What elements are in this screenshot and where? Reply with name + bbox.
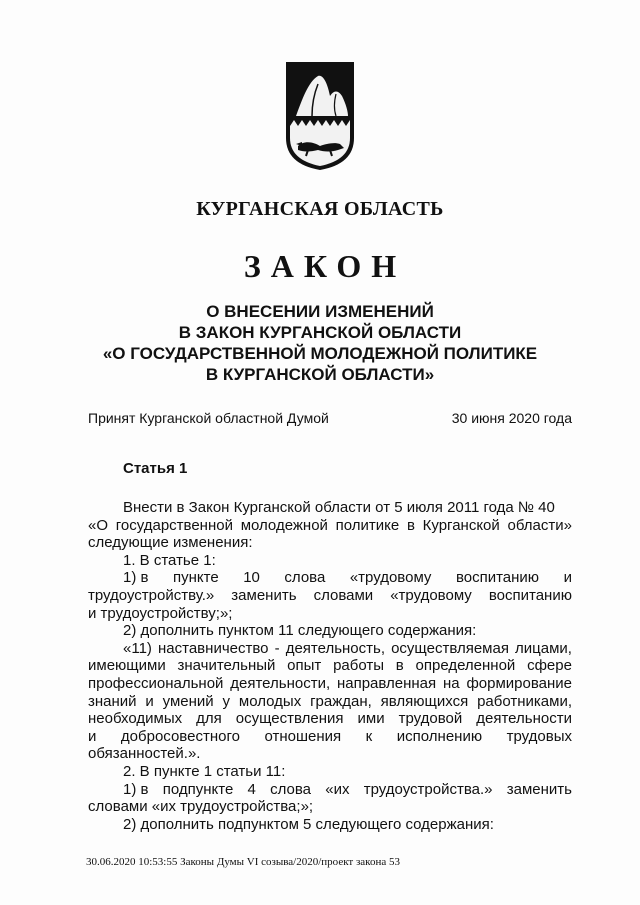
law-title-line: В ЗАКОН КУРГАНСКОЙ ОБЛАСТИ — [178, 323, 462, 342]
article-word: 10 — [243, 569, 260, 587]
article-line — [88, 781, 572, 799]
article-line — [88, 569, 572, 587]
article-word: направленная — [336, 674, 437, 692]
article-word: и трудоустройству;»; — [88, 604, 233, 622]
article-line — [88, 710, 572, 728]
article-word: трудоустройству.» — [88, 586, 215, 604]
article-word: необходимых — [88, 710, 183, 728]
article-word: работы — [333, 657, 385, 675]
article-word: воспитанию — [455, 569, 540, 587]
article-word: сфере — [527, 657, 572, 675]
article-line — [88, 763, 572, 781]
article-line — [88, 517, 572, 535]
article-word: являющихся — [380, 692, 469, 710]
article-word: слова — [270, 780, 312, 798]
article-line — [88, 552, 572, 570]
article-word: деятельности — [476, 710, 572, 728]
article-line — [88, 534, 572, 552]
article-word: области» — [507, 516, 572, 534]
article-word: определенной — [415, 657, 516, 675]
article-word: осуществления — [235, 710, 344, 728]
article-word: трудовых — [506, 727, 572, 745]
article-word: и — [88, 727, 97, 745]
article-word: «11) — [123, 639, 152, 657]
article-line — [88, 657, 572, 675]
article-word: молодых — [238, 692, 302, 710]
article-word: опыт — [287, 657, 322, 675]
article-line — [88, 605, 572, 623]
article-line — [88, 798, 572, 816]
article-word: 1) в — [123, 780, 149, 798]
article-word: осуществляемая — [391, 639, 509, 657]
article-word: 2. В пункте 1 статьи 11: — [123, 762, 286, 780]
article-word: государственной — [115, 516, 233, 534]
article-word: отношения — [264, 727, 342, 745]
kurgan-coat-of-arms-icon — [284, 60, 356, 172]
document-type: ЗАКОН — [243, 248, 407, 284]
article-word: трудоустройства.» — [363, 780, 493, 798]
article-word: добросовестного — [120, 727, 240, 745]
article-line — [88, 693, 572, 711]
article-line — [88, 728, 572, 746]
article-word: в — [406, 516, 415, 534]
article-line — [88, 816, 572, 834]
article-word: «трудовому — [390, 586, 472, 604]
article-word: наставничество — [158, 639, 269, 657]
article-word: в — [395, 657, 404, 675]
article-line — [88, 640, 572, 658]
article-line — [88, 622, 572, 640]
article-word: деятельности, — [230, 674, 331, 692]
adoption-date: 30 июня 2020 года — [451, 410, 572, 426]
law-title — [0, 301, 640, 385]
article-word: лицами, — [515, 639, 572, 657]
adoption-line — [88, 410, 572, 426]
law-title-line: О ВНЕСЕНИИ ИЗМЕНЕНИЙ — [206, 302, 434, 321]
article-line — [88, 675, 572, 693]
article-word: 2) дополнить подпунктом 5 следующего содержания: — [123, 815, 494, 833]
article-word: словами «их трудоустройства;»; — [88, 798, 314, 816]
article-word: 2) дополнить пунктом 11 следующего содержания: — [123, 622, 477, 640]
article-word: Курганской — [422, 516, 500, 534]
article-word: пункте — [173, 569, 219, 587]
article-word: подпункте — [162, 780, 234, 798]
article-word: профессиональной — [88, 674, 224, 692]
article-word: Внести в Закон Курганской области от 5 июля 2011 года № 40 — [123, 499, 555, 516]
article-word: знаний — [88, 692, 137, 710]
article-line — [88, 745, 572, 763]
article-word: политике — [335, 516, 400, 534]
article-word: 1) в — [123, 569, 149, 587]
article-word: заменить — [231, 586, 297, 604]
article-word: обязанностей.». — [88, 745, 201, 763]
article-word: работниками, — [477, 692, 572, 710]
article-line — [88, 499, 572, 517]
article-word: формирование — [466, 674, 572, 692]
article-word: 4 — [247, 780, 256, 798]
article-word: следующие изменения: — [88, 534, 253, 552]
article-word: - — [274, 639, 280, 657]
law-title-line: В КУРГАНСКОЙ ОБЛАСТИ» — [205, 365, 435, 384]
article-word: «их — [325, 780, 350, 798]
article-word: умений — [162, 692, 214, 710]
article-heading: Статья 1 — [123, 460, 188, 477]
article-word: трудовой — [398, 710, 463, 728]
article-word: и — [563, 569, 572, 587]
footer-path: 30.06.2020 10:53:55 Законы Думы VI созыва/2020/проект закона 53 — [86, 856, 400, 868]
article-word: граждан, — [310, 692, 372, 710]
article-word: 1. В статье 1: — [123, 551, 216, 569]
article-word: молодежной — [240, 516, 328, 534]
article-word: словами — [313, 586, 374, 604]
article-line — [88, 587, 572, 605]
article-word: деятельность, — [285, 639, 385, 657]
article-word: значительный — [177, 657, 276, 675]
article-word: у — [222, 692, 231, 710]
region-name: КУРГАНСКАЯ ОБЛАСТЬ — [196, 198, 444, 220]
adoption-text: Принят Курганской областной Думой — [88, 410, 329, 426]
article-word: заменить — [506, 780, 572, 798]
article-word: «О — [88, 516, 109, 534]
article-word: воспитанию — [488, 586, 572, 604]
article-word: слова — [284, 569, 326, 587]
law-title-line: «О ГОСУДАРСТВЕННОЙ МОЛОДЕЖНОЙ ПОЛИТИКЕ — [102, 344, 538, 363]
article-word: к — [365, 727, 373, 745]
article-word: для — [196, 710, 222, 728]
article-word: и — [145, 692, 154, 710]
article-word: на — [442, 674, 460, 692]
article-word: исполнению — [396, 727, 483, 745]
article-word: ими — [357, 710, 385, 728]
article-word: «трудовому — [349, 569, 432, 587]
article-word: имеющими — [88, 657, 166, 675]
article-body — [88, 499, 572, 833]
